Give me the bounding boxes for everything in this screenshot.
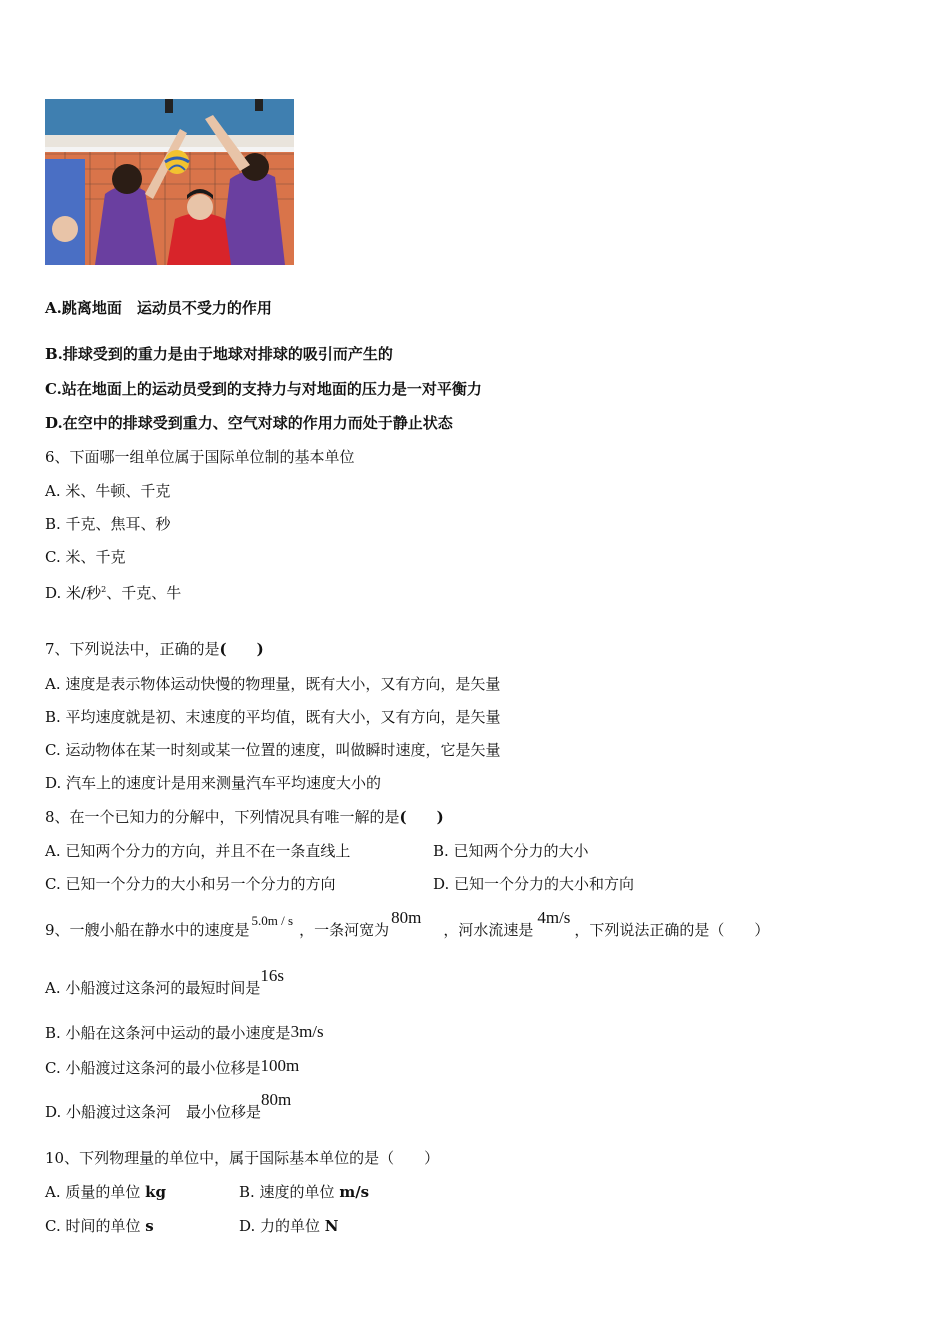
q5-option-b: B.排球受到的重力是由于地球对排球的吸引而产生的	[45, 345, 393, 363]
q9-option-c: C. 小船渡过这条河的最小位移是100m	[45, 1056, 300, 1077]
q6-option-c: C. 米、千克	[45, 548, 126, 566]
q7-stem: 7、下列说法中，正确的是( )	[45, 640, 264, 658]
q10-option-c: C. 时间的单位 s	[45, 1217, 154, 1235]
q9-option-d: D. 小船渡过这条河 最小位移是80m	[45, 1090, 292, 1121]
q5-option-a: A.跳离地面 运动员不受力的作用	[45, 299, 272, 317]
q8-option-b: B. 已知两个分力的大小	[433, 842, 589, 860]
q5-option-c: C.站在地面上的运动员受到的支持力与对地面的压力是一对平衡力	[45, 380, 482, 398]
q9-option-a: A. 小船渡过这条河的最短时间是16s	[45, 966, 284, 997]
q10-stem: 10、下列物理量的单位中，属于国际基本单位的是（ ）	[45, 1149, 440, 1167]
q10-option-b: B. 速度的单位 m/s	[239, 1183, 370, 1201]
q8-option-a: A. 已知两个分力的方向，并且不在一条直线上	[45, 842, 351, 860]
volleyball-photo	[45, 99, 294, 265]
q9-option-b: B. 小船在这条河中运动的最小速度是3m/s	[45, 1022, 324, 1042]
q6-option-d: D. 米/秒$^2$、千克、牛	[45, 584, 182, 602]
q7-option-c: C. 运动物体在某一时刻或某一位置的速度，叫做瞬时速度，它是矢量	[45, 741, 501, 759]
q7-option-d: D. 汽车上的速度计是用来测量汽车平均速度大小的	[45, 774, 382, 792]
q8-option-c: C. 已知一个分力的大小和另一个分力的方向	[45, 875, 336, 893]
q7-option-b: B. 平均速度就是初、末速度的平均值，既有大小，又有方向，是矢量	[45, 708, 501, 726]
q10-option-a: A. 质量的单位 kg	[45, 1183, 167, 1201]
q9-stem: 9、一艘小船在静水中的速度是5.0m / s，一条河宽为80m，河水流速是4m/s，下列说法正确的是（ ）	[45, 908, 770, 939]
q5-option-d: D.在空中的排球受到重力、空气对球的作用力而处于静止状态	[45, 414, 453, 432]
q8-option-d: D. 已知一个分力的大小和方向	[433, 875, 635, 893]
q6-option-b: B. 千克、焦耳、秒	[45, 515, 171, 533]
q8-stem: 8、在一个已知力的分解中，下列情况具有唯一解的是( )	[45, 808, 444, 826]
q6-stem: 6、下面哪一组单位属于国际单位制的基本单位	[45, 448, 355, 466]
q6-option-a: A. 米、牛顿、千克	[45, 482, 171, 500]
q7-option-a: A. 速度是表示物体运动快慢的物理量，既有大小，又有方向，是矢量	[45, 675, 501, 693]
q10-option-d: D. 力的单位 N	[239, 1217, 339, 1235]
